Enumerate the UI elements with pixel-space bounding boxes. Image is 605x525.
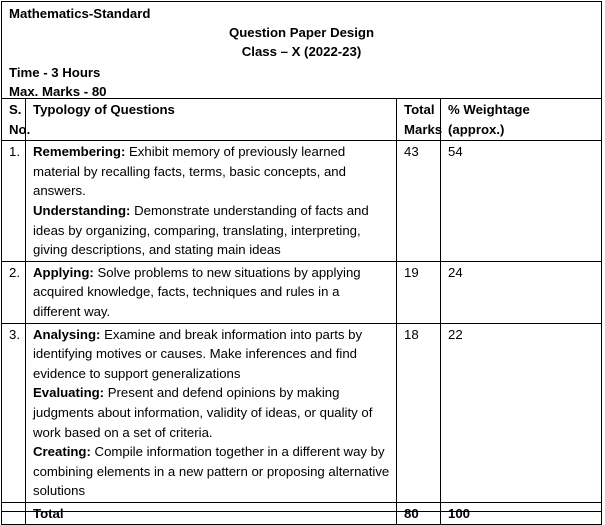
typology-cell xyxy=(26,261,397,323)
typology-term: Creating: xyxy=(33,444,91,460)
typology-description: Compile information together in a different way by combining elements in a new pattern or proposing alternative solutions xyxy=(33,444,390,499)
class-line: Class – X (2022-23) xyxy=(241,44,362,59)
typology-term: Analysing: xyxy=(33,326,101,342)
weight-cell: 54 xyxy=(441,141,602,262)
typology-description: Examine and break information into parts by identifying motives or causes. Make inferences and find evidence to support generalizations xyxy=(33,326,363,381)
table-row xyxy=(2,323,602,502)
total-marks-header: Total Marks xyxy=(397,99,441,141)
typology-description: Solve problems to new situations by applying acquired knowledge, facts, techniques and rules in a different way. xyxy=(33,264,361,319)
total-label: Total xyxy=(26,502,397,525)
row-number: 1. xyxy=(2,141,26,262)
typology-cell xyxy=(26,323,397,502)
typology-cell xyxy=(26,141,397,262)
paper-header xyxy=(1,1,602,98)
time-label: Time - 3 Hours xyxy=(9,65,101,80)
max-marks-label: Max. Marks - 80 xyxy=(9,84,107,99)
typology-description: Exhibit memory of previously learned material by recalling facts, terms, basic concepts, and answers. xyxy=(33,144,346,199)
total-empty-cell xyxy=(2,502,26,525)
total-row xyxy=(2,502,602,525)
typology-description: Demonstrate understanding of facts and ideas by organizing, comparing, translating, interpreting, giving descriptions, and stating main ideas xyxy=(33,202,369,258)
typology-term: Applying: xyxy=(33,264,94,280)
question-design-table xyxy=(1,98,602,525)
typology-term: Understanding: xyxy=(33,202,131,218)
typology-header: Typology of Questions xyxy=(26,99,397,141)
total-marks: 80 xyxy=(397,502,441,525)
weightage-header: % Weightage (approx.) xyxy=(441,99,602,141)
typology-description: Present and defend opinions by making judgments about information, validity of ideas, or quality of work based on a set of criteria. xyxy=(33,385,373,440)
marks-cell: 43 xyxy=(397,141,441,262)
table-header-row xyxy=(2,99,602,141)
row-number: 3. xyxy=(2,323,26,502)
marks-cell: 18 xyxy=(397,323,441,502)
row-number: 2. xyxy=(2,261,26,323)
total-weight: 100 xyxy=(441,502,602,525)
paper-title: Question Paper Design xyxy=(228,25,375,40)
table-row xyxy=(2,141,602,262)
marks-cell: 19 xyxy=(397,261,441,323)
table-row xyxy=(2,261,602,323)
typology-term: Remembering: xyxy=(33,144,126,160)
sno-header: S. No. xyxy=(2,99,26,141)
weight-cell: 22 xyxy=(441,323,602,502)
weight-cell: 24 xyxy=(441,261,602,323)
typology-term: Evaluating: xyxy=(33,385,105,401)
subject-title: Mathematics-Standard xyxy=(9,6,151,21)
